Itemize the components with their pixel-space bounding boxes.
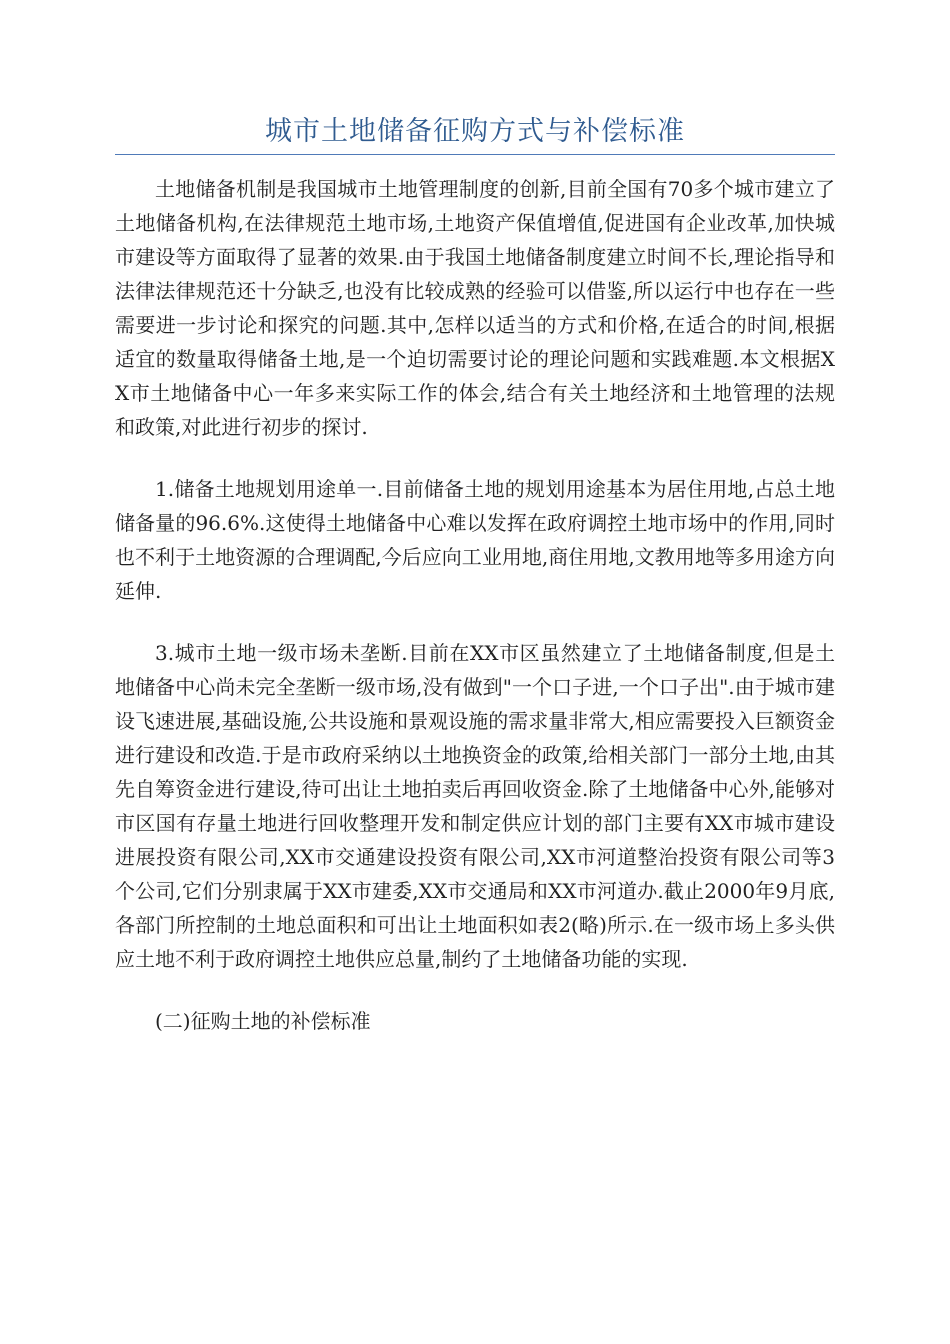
document-title: 城市土地储备征购方式与补偿标准 xyxy=(265,116,685,147)
point-1-paragraph: 1.储备土地规划用途单一.目前储备土地的规划用途基本为居住用地,占总土地储备量的96.6%.这使得土地储备中心难以发挥在政府调控土地市场中的作用,同时也不利于土地资源的合理调配,今后应向工业用地,商住用地,文教用地等多用途方向延伸. xyxy=(115,477,835,603)
point-3-paragraph: 3.城市土地一级市场未垄断.目前在XX市区虽然建立了土地储备制度,但是土地储备中心尚未完全垄断一级市场,没有做到"一个口子进,一个口子出".由于城市建设飞速进展,基础设施,公共设施和景观设施的需求量非常大,相应需要投入巨额资金进行建设和改造.于是市政府采纳以土地换资金的政策,给相关部门一部分土地,由其先自筹资金进行建设,待可出让土地拍卖后再回收资金.除了土地储备中心外,能够对市区国有存量土地进行回收整理开发和制定供应计划的部门主要有XX市城市建设进展投资有限公司,XX市交通建设投资有限公司,XX市河道整治投资有限公司等3个公司,它们分别隶属于XX市建委,XX市交通局和XX市河道办.截止2000年9月底,各部门所控制的土地总面积和可出让土地面积如表2(略)所示.在一级市场上多头供应土地不利于政府调控土地供应总量,制约了土地储备功能的实现. xyxy=(115,641,835,971)
intro-paragraph: 土地储备机制是我国城市土地管理制度的创新,目前全国有70多个城市建立了土地储备机构,在法律规范土地市场,土地资产保值增值,促进国有企业改革,加快城市建设等方面取得了显著的效果.由于我国土地储备制度建立时间不长,理论指导和法律法律规范还十分缺乏,也没有比较成熟的经验可以借鉴,所以运行中也存在一些需要进一步讨论和探究的问题.其中,怎样以适当的方式和价格,在适合的时间,根据适宜的数量取得储备土地,是一个迫切需要讨论的理论问题和实践难题.本文根据XX市土地储备中心一年多来实际工作的体会,结合有关土地经济和土地管理的法规和政策,对此进行初步的探讨. xyxy=(115,177,835,439)
section-heading: (二)征购土地的补偿标准 xyxy=(155,1009,371,1033)
document-body xyxy=(115,172,835,1038)
title-underline xyxy=(115,154,835,155)
